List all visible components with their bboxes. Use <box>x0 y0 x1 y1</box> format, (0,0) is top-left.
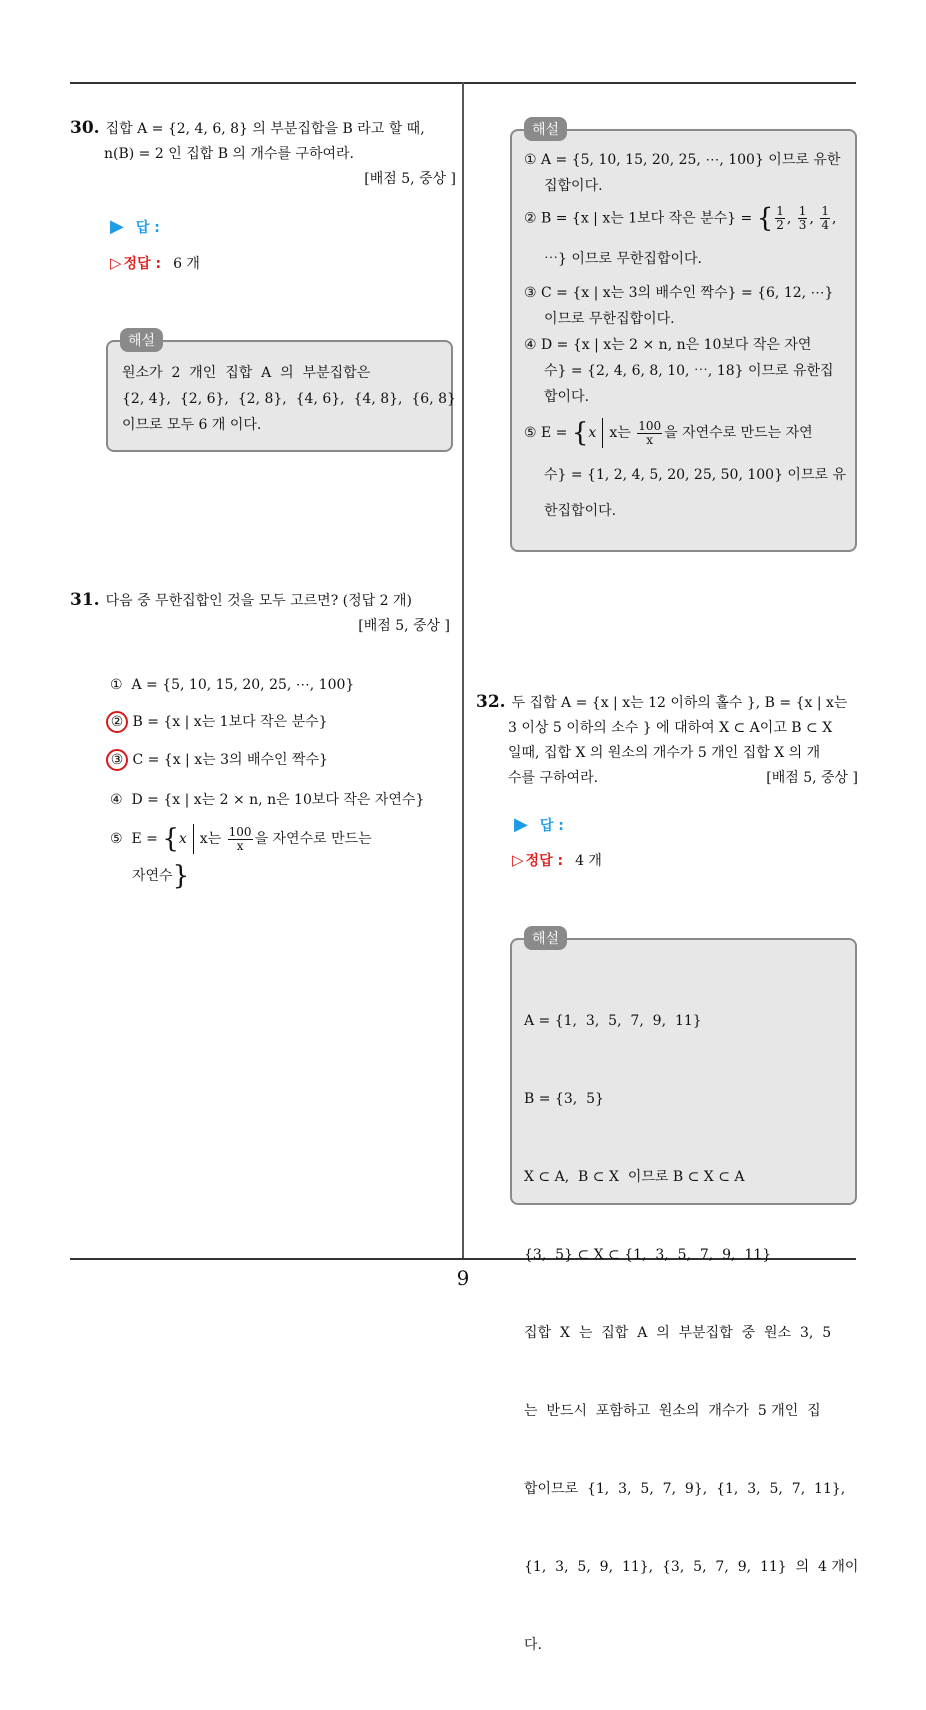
selected-circle-marker: ③ <box>106 749 128 771</box>
solution-text: 한집합이다. <box>544 503 617 519</box>
points-label: [배점 5, 중상 ] <box>766 770 858 786</box>
question-text: 3 이상 5 이하의 소수 } 에 대하여 X ⊂ A이고 B ⊂ X <box>508 720 833 736</box>
answer-line <box>514 814 564 835</box>
solution-text: 합이다. <box>544 389 590 405</box>
option-text: 자연수 <box>132 868 173 884</box>
question-32 <box>476 690 858 791</box>
fraction <box>820 205 830 232</box>
solution-text: 이므로 모두 6 개 이다. <box>122 417 262 433</box>
triangle-outline-icon: ▷ <box>110 254 122 272</box>
solution-text: B = {3, 5} <box>524 1091 604 1107</box>
solution-text: ⑤ E = <box>524 425 568 441</box>
option-text: x는 <box>199 831 222 847</box>
option-1[interactable] <box>110 673 354 697</box>
fraction <box>798 205 808 232</box>
solution-tag: 해설 <box>120 328 163 352</box>
solution-text: ③ C = {x | x는 3의 배수인 짝수} = {6, 12, ⋯} <box>524 285 834 301</box>
option-marker: ⑤ <box>110 831 123 847</box>
solution-text: X ⊂ A, B ⊂ X 이므로 B ⊂ X ⊂ A <box>524 1169 745 1185</box>
option-5[interactable] <box>110 822 372 856</box>
option-3[interactable] <box>110 748 328 772</box>
option-marker: ④ <box>110 792 123 808</box>
solution-text: 합이므로 {1, 3, 5, 7, 9}, {1, 3, 5, 7, 11}, <box>524 1481 846 1497</box>
divider-bar <box>602 418 603 448</box>
solution-text: 이므로 무한집합이다. <box>544 311 675 327</box>
answer-label: 답 : <box>539 818 564 834</box>
solution-text: 수} = {1, 2, 4, 5, 20, 25, 50, 100} 이므로 유 <box>544 467 846 483</box>
solution-box <box>510 938 859 1653</box>
solution-text: 집합이다. <box>544 178 603 194</box>
left-brace: { <box>162 824 179 854</box>
selected-circle-marker: ② <box>106 711 128 733</box>
solution-text: 다. <box>524 1637 542 1653</box>
option-4[interactable] <box>110 788 424 812</box>
question-number: 31. <box>70 590 100 610</box>
fraction <box>228 826 253 853</box>
left-brace: { <box>756 203 774 234</box>
denominator: 2 <box>776 218 784 232</box>
solution-text: x는 <box>609 425 631 441</box>
correct-answer-line <box>512 850 602 870</box>
numerator: 100 <box>228 824 252 839</box>
solution-text: 원소가 2 개인 집합 A 의 부분집합은 <box>122 365 371 381</box>
question-text: 다음 중 무한집합인 것을 모두 고르면? (정답 2 개) <box>105 593 412 609</box>
fraction <box>637 420 662 447</box>
question-text: 일때, 집합 X 의 원소의 개수가 5 개인 집합 X 의 개 <box>508 745 821 761</box>
answer-line <box>110 216 160 237</box>
question-number: 32. <box>476 692 506 712</box>
numerator: 100 <box>638 418 662 433</box>
option-text: C = {x | x는 3의 배수인 짝수} <box>132 752 328 768</box>
solution-text: 수} = {2, 4, 6, 8, 10, ⋯, 18} 이므로 유한집 <box>544 363 834 379</box>
correct-answer-line <box>110 253 200 273</box>
solution-text: ⋯} 이므로 무한집합이다. <box>544 251 702 267</box>
option-text: 을 자연수로 만드는 <box>254 831 372 847</box>
play-icon: ▶ <box>514 814 528 835</box>
question-30 <box>70 116 456 192</box>
fraction <box>775 205 785 232</box>
solution-text: {3, 5} ⊂ X ⊂ {1, 3, 5, 7, 9, 11} <box>524 1247 772 1263</box>
option-marker: ① <box>110 677 123 693</box>
divider-bar <box>193 824 194 854</box>
solution-tag: 해설 <box>524 117 567 141</box>
option-text: A = {5, 10, 15, 20, 25, ⋯, 100} <box>131 677 355 693</box>
question-31 <box>70 588 450 639</box>
correct-value: 6 개 <box>173 256 200 272</box>
triangle-outline-icon: ▷ <box>512 851 524 869</box>
solution-text: ② B = {x | x는 1보다 작은 분수} = <box>524 210 753 227</box>
correct-label: 정답 : <box>525 853 564 869</box>
variable: x <box>178 831 187 847</box>
question-number: 30. <box>70 118 100 138</box>
points-label: [배점 5, 중상 ] <box>364 171 456 187</box>
play-icon: ▶ <box>110 216 124 237</box>
solution-box: ① A = {5, 10, 15, 20, 25, ⋯, 100} 이므로 유한 집합이다. ② B = {x | x는 1보다 작은 분수} = { $\frac{1}{2}$ , $\frac{1}{3}$ , $\frac{1}{4}$ , ⋯} 이므로 무한집합이다. ③ C = {x | x는 3의 배수인 짝수} = {6, 12, ⋯} 이므로 무한집합이다. ④ D = {x | x는 2 × n, n은 10보다 작은 자연 수} = {2, 4, 6, 8, 10, ⋯, 18} 이므로 유한집 합이다. ⑤ E = {x x는 $\frac{100}{x}$ 을 자연수로 만드는 자연 수} = {1, 2, 4, 5, 20, 25, 50, 100} 이므로 유 한집합이다. <box>510 129 857 552</box>
page-number: 9 <box>456 1266 470 1290</box>
numerator: 1 <box>821 204 829 218</box>
denominator: 3 <box>798 218 807 232</box>
points-label: [배점 5, 중상 ] <box>358 618 450 634</box>
correct-label: 정답 : <box>123 256 162 272</box>
question-text: 수를 구하여라. <box>508 770 599 786</box>
solution-text: A = {1, 3, 5, 7, 9, 11} <box>524 1013 702 1029</box>
solution-text: ① A = {5, 10, 15, 20, 25, ⋯, 100} 이므로 유한 <box>524 152 841 168</box>
solution-text: 집합 X 는 집합 A 의 부분집합 중 원소 3, 5 <box>524 1325 832 1341</box>
option-5-continued <box>132 861 190 891</box>
option-text: D = {x | x는 2 × n, n은 10보다 작은 자연수} <box>131 792 425 808</box>
solution-text: 는 반드시 포함하고 원소의 개수가 5 개인 집 <box>524 1403 821 1419</box>
denominator: 4 <box>821 218 829 232</box>
solution-text: {1, 3, 5, 9, 11}, {3, 5, 7, 9, 11} 의 4 개이 <box>524 1559 859 1575</box>
question-text: n(B) = 2 인 집합 B 의 개수를 구하여라. <box>104 146 354 162</box>
numerator: 1 <box>776 204 784 218</box>
variable: x <box>588 425 597 441</box>
right-brace: } <box>172 861 190 891</box>
solution-box <box>106 340 456 452</box>
question-text: 집합 A = {2, 4, 6, 8} 의 부분집합을 B 라고 할 때, <box>105 121 425 137</box>
solution-text: ④ D = {x | x는 2 × n, n은 10보다 작은 자연 <box>524 337 812 353</box>
correct-value: 4 개 <box>575 853 602 869</box>
solution-text: {2, 4}, {2, 6}, {2, 8}, {4, 6}, {4, 8}, {6, 8} <box>122 391 456 407</box>
column-divider <box>462 82 464 1260</box>
question-text: 두 집합 A = {x | x는 12 이하의 홀수 }, B = {x | x는 <box>511 695 848 711</box>
left-brace: { <box>571 418 589 448</box>
option-text: B = {x | x는 1보다 작은 분수} <box>132 714 328 730</box>
numerator: 1 <box>798 204 807 218</box>
solution-text: 을 자연수로 만드는 자연 <box>664 425 813 441</box>
option-text: E = <box>131 831 158 847</box>
denominator: x <box>646 432 654 447</box>
denominator: x <box>236 838 244 853</box>
solution-tag: 해설 <box>524 926 567 950</box>
answer-label: 답 : <box>135 220 160 236</box>
option-2[interactable] <box>110 710 328 734</box>
